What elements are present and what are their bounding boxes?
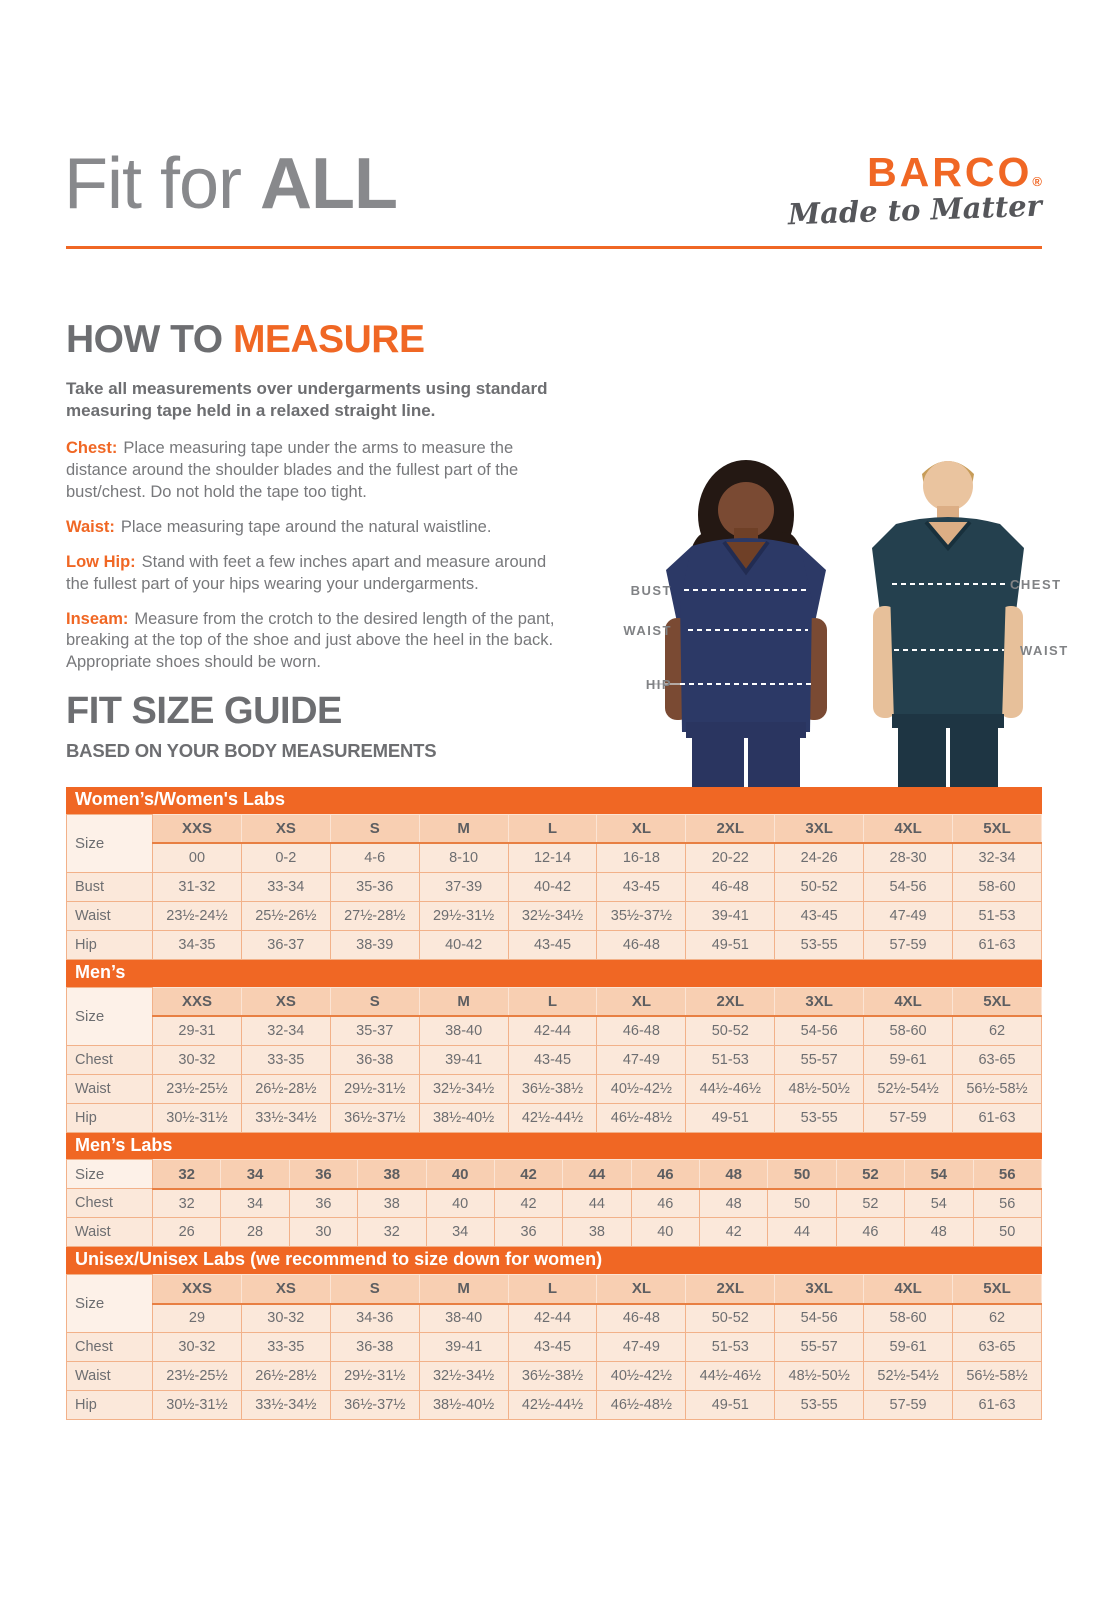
size-value-cell: 32½-34½ xyxy=(419,1074,508,1103)
table-row xyxy=(67,872,1042,901)
size-grid xyxy=(66,814,1042,960)
table-row xyxy=(67,1333,1042,1362)
chest-label: CHEST xyxy=(1010,577,1062,592)
size-value-cell: 46½-48½ xyxy=(597,1103,686,1132)
size-value-cell: 61-63 xyxy=(953,930,1042,959)
size-value-cell: 50 xyxy=(973,1218,1042,1247)
size-header-cell: 34 xyxy=(221,1160,289,1189)
size-value-cell: 47-49 xyxy=(597,1045,686,1074)
size-header-cell: 44 xyxy=(563,1160,631,1189)
row-label-cell: Hip xyxy=(67,1103,153,1132)
size-header-cell: 36 xyxy=(289,1160,357,1189)
table-row xyxy=(67,901,1042,930)
row-label-cell: Hip xyxy=(67,1391,153,1420)
size-value-cell: 51-53 xyxy=(686,1333,775,1362)
size-value-cell: 42 xyxy=(700,1218,768,1247)
size-header-cell: M xyxy=(419,987,508,1016)
size-header-cell: 2XL xyxy=(686,987,775,1016)
size-value-cell: 36½-37½ xyxy=(330,1391,419,1420)
table-row xyxy=(67,1103,1042,1132)
table-banner: Men’s Labs xyxy=(66,1133,1042,1160)
size-row-label-cell: Size xyxy=(67,1275,153,1333)
size-value-cell: 39-41 xyxy=(419,1333,508,1362)
size-value-cell: 59-61 xyxy=(864,1333,953,1362)
brand-tagline: Made to Matter xyxy=(787,188,1043,232)
size-value-cell: 12-14 xyxy=(508,843,597,872)
size-value-cell: 46-48 xyxy=(597,1304,686,1333)
size-header-row xyxy=(67,814,1042,843)
fit-size-guide-subheading: BASED ON YOUR BODY MEASUREMENTS xyxy=(66,740,437,761)
size-value-cell: 38 xyxy=(563,1218,631,1247)
size-tables xyxy=(66,787,1042,1420)
size-header-row xyxy=(67,1275,1042,1304)
size-value-cell: 25½-26½ xyxy=(241,901,330,930)
size-header-cell: XXS xyxy=(153,814,242,843)
measure-item-label: Low Hip: xyxy=(66,552,136,571)
size-value-cell: 29½-31½ xyxy=(419,901,508,930)
bust-label: BUST xyxy=(630,583,672,598)
brand-wordmark xyxy=(788,149,1042,195)
size-value-cell: 42½-44½ xyxy=(508,1103,597,1132)
size-header-row xyxy=(67,987,1042,1016)
size-value-cell: 32½-34½ xyxy=(508,901,597,930)
size-grid xyxy=(66,1274,1042,1420)
size-value-cell: 43-45 xyxy=(508,1333,597,1362)
size-value-cell: 32½-34½ xyxy=(419,1362,508,1391)
size-table xyxy=(66,1133,1042,1248)
row-label-cell: Bust xyxy=(67,872,153,901)
size-header-cell: 38 xyxy=(358,1160,426,1189)
size-value-cell: 30 xyxy=(289,1218,357,1247)
size-value-cell: 40½-42½ xyxy=(597,1074,686,1103)
size-table xyxy=(66,787,1042,960)
size-header-cell: S xyxy=(330,987,419,1016)
size-header-cell: M xyxy=(419,1275,508,1304)
size-value-cell: 29 xyxy=(153,1304,242,1333)
size-value-cell: 55-57 xyxy=(775,1333,864,1362)
size-value-cell: 24-26 xyxy=(775,843,864,872)
size-header-cell: 3XL xyxy=(775,1275,864,1304)
size-value-cell: 32 xyxy=(153,1189,221,1218)
size-value-cell: 58-60 xyxy=(864,1016,953,1045)
registered-mark: ® xyxy=(1032,174,1042,189)
size-value-cell: 29-31 xyxy=(153,1016,242,1045)
size-value-cell: 23½-25½ xyxy=(153,1074,242,1103)
size-value-cell: 33-35 xyxy=(241,1045,330,1074)
size-row-label-cell: Size xyxy=(67,987,153,1045)
size-table xyxy=(66,960,1042,1133)
size-value-cell: 53-55 xyxy=(775,1391,864,1420)
size-value-cell: 32-34 xyxy=(953,843,1042,872)
row-label-cell: Chest xyxy=(67,1333,153,1362)
size-value-cell: 38 xyxy=(358,1189,426,1218)
size-value-cell: 46 xyxy=(836,1218,904,1247)
size-value-cell: 51-53 xyxy=(686,1045,775,1074)
size-value-cell: 36½-37½ xyxy=(330,1103,419,1132)
size-value-cell: 55-57 xyxy=(775,1045,864,1074)
page-title-bold: ALL xyxy=(260,144,397,224)
size-value-cell: 50-52 xyxy=(775,872,864,901)
size-value-cell: 62 xyxy=(953,1016,1042,1045)
size-header-cell: XL xyxy=(597,814,686,843)
size-header-cell: 5XL xyxy=(953,1275,1042,1304)
size-value-cell: 40½-42½ xyxy=(597,1362,686,1391)
size-value-cell: 00 xyxy=(153,843,242,872)
size-value-cell: 46-48 xyxy=(597,930,686,959)
measure-item-label: Waist: xyxy=(66,517,115,536)
size-value-cell: 32-34 xyxy=(241,1016,330,1045)
size-value-cell: 28-30 xyxy=(864,843,953,872)
size-value-cell: 29½-31½ xyxy=(330,1362,419,1391)
how-to-measure-heading xyxy=(66,318,571,362)
size-value-cell: 33½-34½ xyxy=(241,1391,330,1420)
size-value-cell: 32 xyxy=(358,1218,426,1247)
size-header-cell: 2XL xyxy=(686,1275,775,1304)
table-row xyxy=(67,1391,1042,1420)
size-header-cell: XXS xyxy=(153,1275,242,1304)
size-value-cell: 35½-37½ xyxy=(597,901,686,930)
table-row xyxy=(67,1218,1042,1247)
size-value-cell: 30½-31½ xyxy=(153,1103,242,1132)
size-header-cell: 32 xyxy=(153,1160,221,1189)
size-header-cell: 3XL xyxy=(775,987,864,1016)
measure-item-chest xyxy=(66,438,564,504)
size-header-cell: XS xyxy=(241,814,330,843)
row-label-cell: Waist xyxy=(67,1074,153,1103)
size-value-cell: 35-37 xyxy=(330,1016,419,1045)
size-value-cell: 52½-54½ xyxy=(864,1074,953,1103)
size-header-cell: 40 xyxy=(426,1160,494,1189)
table-row xyxy=(67,1189,1042,1218)
size-value-cell: 50-52 xyxy=(686,1016,775,1045)
measure-item-text: Measure from the crotch to the desired length of the pant, breaking at the top of the shoe and just above the heel in the back. Appropriate shoes should be worn. xyxy=(66,609,555,672)
size-value-cell: 46½-48½ xyxy=(597,1391,686,1420)
size-value-cell: 26½-28½ xyxy=(241,1362,330,1391)
size-value-cell: 48½-50½ xyxy=(775,1362,864,1391)
size-row-label-cell: Size xyxy=(67,1160,153,1189)
brand-name: BARCO xyxy=(867,149,1033,195)
size-value-cell: 36½-38½ xyxy=(508,1074,597,1103)
table-row xyxy=(67,1074,1042,1103)
size-value-cell: 57-59 xyxy=(864,930,953,959)
size-value-cell: 40-42 xyxy=(508,872,597,901)
size-value-cell: 47-49 xyxy=(597,1333,686,1362)
size-value-cell: 38-40 xyxy=(419,1304,508,1333)
size-value-cell: 29½-31½ xyxy=(330,1074,419,1103)
how-to-measure-section xyxy=(66,318,571,687)
size-grid xyxy=(66,987,1042,1133)
fit-size-guide-heading: FIT SIZE GUIDE xyxy=(66,690,342,732)
size-header-cell: 4XL xyxy=(864,1275,953,1304)
size-value-cell: 51-53 xyxy=(953,901,1042,930)
barco-logo xyxy=(787,149,1043,232)
size-value-cell: 49-51 xyxy=(686,1103,775,1132)
size-value-cell: 39-41 xyxy=(686,901,775,930)
size-header-cell: 5XL xyxy=(953,987,1042,1016)
size-value-cell: 35-36 xyxy=(330,872,419,901)
fit-size-guide-header xyxy=(66,692,436,762)
size-value-cell: 48 xyxy=(905,1218,973,1247)
size-value-cell: 31-32 xyxy=(153,872,242,901)
size-value-cell: 8-10 xyxy=(419,843,508,872)
table-row xyxy=(67,1016,1042,1045)
measure-item-label: Inseam: xyxy=(66,609,129,628)
size-value-cell: 38½-40½ xyxy=(419,1103,508,1132)
size-row-label-cell: Size xyxy=(67,814,153,872)
table-banner: Women’s/Women's Labs xyxy=(66,787,1042,814)
measure-item-text: Stand with feet a few inches apart and measure around the fullest part of your hips wearing your undergarments. xyxy=(66,552,547,593)
size-value-cell: 57-59 xyxy=(864,1103,953,1132)
row-label-cell: Chest xyxy=(67,1189,153,1218)
size-value-cell: 48 xyxy=(700,1189,768,1218)
size-value-cell: 50 xyxy=(768,1189,836,1218)
size-value-cell: 26½-28½ xyxy=(241,1074,330,1103)
size-header-cell: XL xyxy=(597,1275,686,1304)
size-header-cell: 56 xyxy=(973,1160,1042,1189)
size-header-cell: M xyxy=(419,814,508,843)
size-value-cell: 50-52 xyxy=(686,1304,775,1333)
size-value-cell: 49-51 xyxy=(686,930,775,959)
size-value-cell: 40-42 xyxy=(419,930,508,959)
size-value-cell: 4-6 xyxy=(330,843,419,872)
measurement-figures xyxy=(596,420,1106,788)
table-row xyxy=(67,843,1042,872)
size-value-cell: 46-48 xyxy=(686,872,775,901)
size-value-cell: 52½-54½ xyxy=(864,1362,953,1391)
size-value-cell: 49-51 xyxy=(686,1391,775,1420)
size-value-cell: 38-39 xyxy=(330,930,419,959)
size-value-cell: 58-60 xyxy=(953,872,1042,901)
size-header-cell: S xyxy=(330,814,419,843)
size-value-cell: 33-34 xyxy=(241,872,330,901)
size-header-cell: 4XL xyxy=(864,814,953,843)
size-header-cell: 48 xyxy=(700,1160,768,1189)
size-value-cell: 0-2 xyxy=(241,843,330,872)
size-value-cell: 36½-38½ xyxy=(508,1362,597,1391)
measure-item-low-hip xyxy=(66,552,564,596)
size-value-cell: 44½-46½ xyxy=(686,1074,775,1103)
divider-rule xyxy=(66,246,1042,249)
table-banner: Unisex/Unisex Labs (we recommend to size down for women) xyxy=(66,1247,1042,1274)
row-label-cell: Hip xyxy=(67,930,153,959)
size-value-cell: 53-55 xyxy=(775,930,864,959)
heading-orange-part: MEASURE xyxy=(232,318,425,361)
size-value-cell: 63-65 xyxy=(953,1045,1042,1074)
size-value-cell: 27½-28½ xyxy=(330,901,419,930)
size-value-cell: 30-32 xyxy=(153,1045,242,1074)
size-value-cell: 56½-58½ xyxy=(953,1074,1042,1103)
female-waist-label: WAIST xyxy=(623,623,672,638)
table-banner: Men’s xyxy=(66,960,1042,987)
size-value-cell: 47-49 xyxy=(864,901,953,930)
size-value-cell: 23½-24½ xyxy=(153,901,242,930)
size-header-cell: 4XL xyxy=(864,987,953,1016)
size-value-cell: 28 xyxy=(221,1218,289,1247)
size-value-cell: 54-56 xyxy=(775,1016,864,1045)
size-value-cell: 37-39 xyxy=(419,872,508,901)
size-grid xyxy=(66,1159,1042,1247)
female-figure xyxy=(665,460,827,788)
measure-intro: Take all measurements over undergarments using standard measuring tape held in a relaxed straight line. xyxy=(66,379,548,421)
size-value-cell: 53-55 xyxy=(775,1103,864,1132)
measure-item-inseam xyxy=(66,609,564,675)
size-value-cell: 36-38 xyxy=(330,1333,419,1362)
size-table xyxy=(66,1247,1042,1420)
size-value-cell: 42½-44½ xyxy=(508,1391,597,1420)
size-value-cell: 52 xyxy=(836,1189,904,1218)
size-value-cell: 26 xyxy=(153,1218,221,1247)
size-value-cell: 43-45 xyxy=(597,872,686,901)
measure-item-text: Place measuring tape under the arms to measure the distance around the shoulder blades and the fullest part of the bust/chest. Do not hold the tape too tight. xyxy=(66,438,519,501)
size-value-cell: 16-18 xyxy=(597,843,686,872)
size-value-cell: 48½-50½ xyxy=(775,1074,864,1103)
size-value-cell: 20-22 xyxy=(686,843,775,872)
size-header-cell: XS xyxy=(241,1275,330,1304)
size-header-cell: 3XL xyxy=(775,814,864,843)
size-value-cell: 43-45 xyxy=(508,1045,597,1074)
size-value-cell: 63-65 xyxy=(953,1333,1042,1362)
size-header-cell: L xyxy=(508,987,597,1016)
size-value-cell: 44½-46½ xyxy=(686,1362,775,1391)
size-value-cell: 34-35 xyxy=(153,930,242,959)
size-value-cell: 36 xyxy=(289,1189,357,1218)
size-value-cell: 54 xyxy=(905,1189,973,1218)
size-header-cell: 5XL xyxy=(953,814,1042,843)
size-value-cell: 39-41 xyxy=(419,1045,508,1074)
male-figure xyxy=(872,461,1024,788)
size-value-cell: 33-35 xyxy=(241,1333,330,1362)
size-value-cell: 61-63 xyxy=(953,1103,1042,1132)
size-header-cell: XS xyxy=(241,987,330,1016)
size-header-cell: L xyxy=(508,814,597,843)
size-value-cell: 34-36 xyxy=(330,1304,419,1333)
size-value-cell: 57-59 xyxy=(864,1391,953,1420)
size-value-cell: 42-44 xyxy=(508,1016,597,1045)
size-header-row xyxy=(67,1160,1042,1189)
size-value-cell: 58-60 xyxy=(864,1304,953,1333)
hip-label: HIP xyxy=(645,677,672,692)
size-value-cell: 36-37 xyxy=(241,930,330,959)
heading-gray-part: HOW TO xyxy=(66,318,233,361)
size-value-cell: 40 xyxy=(426,1189,494,1218)
size-value-cell: 43-45 xyxy=(508,930,597,959)
size-value-cell: 38½-40½ xyxy=(419,1391,508,1420)
table-row xyxy=(67,1362,1042,1391)
size-header-cell: XL xyxy=(597,987,686,1016)
size-value-cell: 43-45 xyxy=(775,901,864,930)
size-header-cell: 46 xyxy=(631,1160,699,1189)
size-value-cell: 33½-34½ xyxy=(241,1103,330,1132)
size-value-cell: 54-56 xyxy=(864,872,953,901)
male-waist-label: WAIST xyxy=(1020,643,1069,658)
figures-illustration xyxy=(596,420,1106,788)
table-row xyxy=(67,1045,1042,1074)
measure-item-label: Chest: xyxy=(66,438,118,457)
measure-item-text: Place measuring tape around the natural waistline. xyxy=(120,517,492,536)
size-value-cell: 30½-31½ xyxy=(153,1391,242,1420)
size-value-cell: 61-63 xyxy=(953,1391,1042,1420)
table-row xyxy=(67,930,1042,959)
size-value-cell: 56½-58½ xyxy=(953,1362,1042,1391)
page-title-regular: Fit for xyxy=(64,144,261,224)
size-value-cell: 34 xyxy=(426,1218,494,1247)
size-header-cell: 52 xyxy=(836,1160,904,1189)
size-header-cell: 50 xyxy=(768,1160,836,1189)
size-header-cell: 54 xyxy=(905,1160,973,1189)
table-row xyxy=(67,1304,1042,1333)
size-value-cell: 40 xyxy=(631,1218,699,1247)
size-value-cell: 36-38 xyxy=(330,1045,419,1074)
size-value-cell: 30-32 xyxy=(153,1333,242,1362)
size-value-cell: 42 xyxy=(494,1189,562,1218)
row-label-cell: Waist xyxy=(67,1362,153,1391)
size-value-cell: 54-56 xyxy=(775,1304,864,1333)
row-label-cell: Waist xyxy=(67,1218,153,1247)
size-value-cell: 36 xyxy=(494,1218,562,1247)
size-value-cell: 44 xyxy=(563,1189,631,1218)
size-value-cell: 23½-25½ xyxy=(153,1362,242,1391)
size-value-cell: 56 xyxy=(973,1189,1042,1218)
size-value-cell: 34 xyxy=(221,1189,289,1218)
page-title xyxy=(64,144,397,224)
size-value-cell: 38-40 xyxy=(419,1016,508,1045)
size-header-cell: S xyxy=(330,1275,419,1304)
row-label-cell: Chest xyxy=(67,1045,153,1074)
row-label-cell: Waist xyxy=(67,901,153,930)
measure-item-waist xyxy=(66,517,564,539)
size-value-cell: 62 xyxy=(953,1304,1042,1333)
size-value-cell: 42-44 xyxy=(508,1304,597,1333)
size-value-cell: 46-48 xyxy=(597,1016,686,1045)
size-header-cell: 42 xyxy=(494,1160,562,1189)
size-value-cell: 59-61 xyxy=(864,1045,953,1074)
size-value-cell: 30-32 xyxy=(241,1304,330,1333)
size-value-cell: 44 xyxy=(768,1218,836,1247)
size-header-cell: 2XL xyxy=(686,814,775,843)
size-value-cell: 46 xyxy=(631,1189,699,1218)
size-header-cell: XXS xyxy=(153,987,242,1016)
size-header-cell: L xyxy=(508,1275,597,1304)
